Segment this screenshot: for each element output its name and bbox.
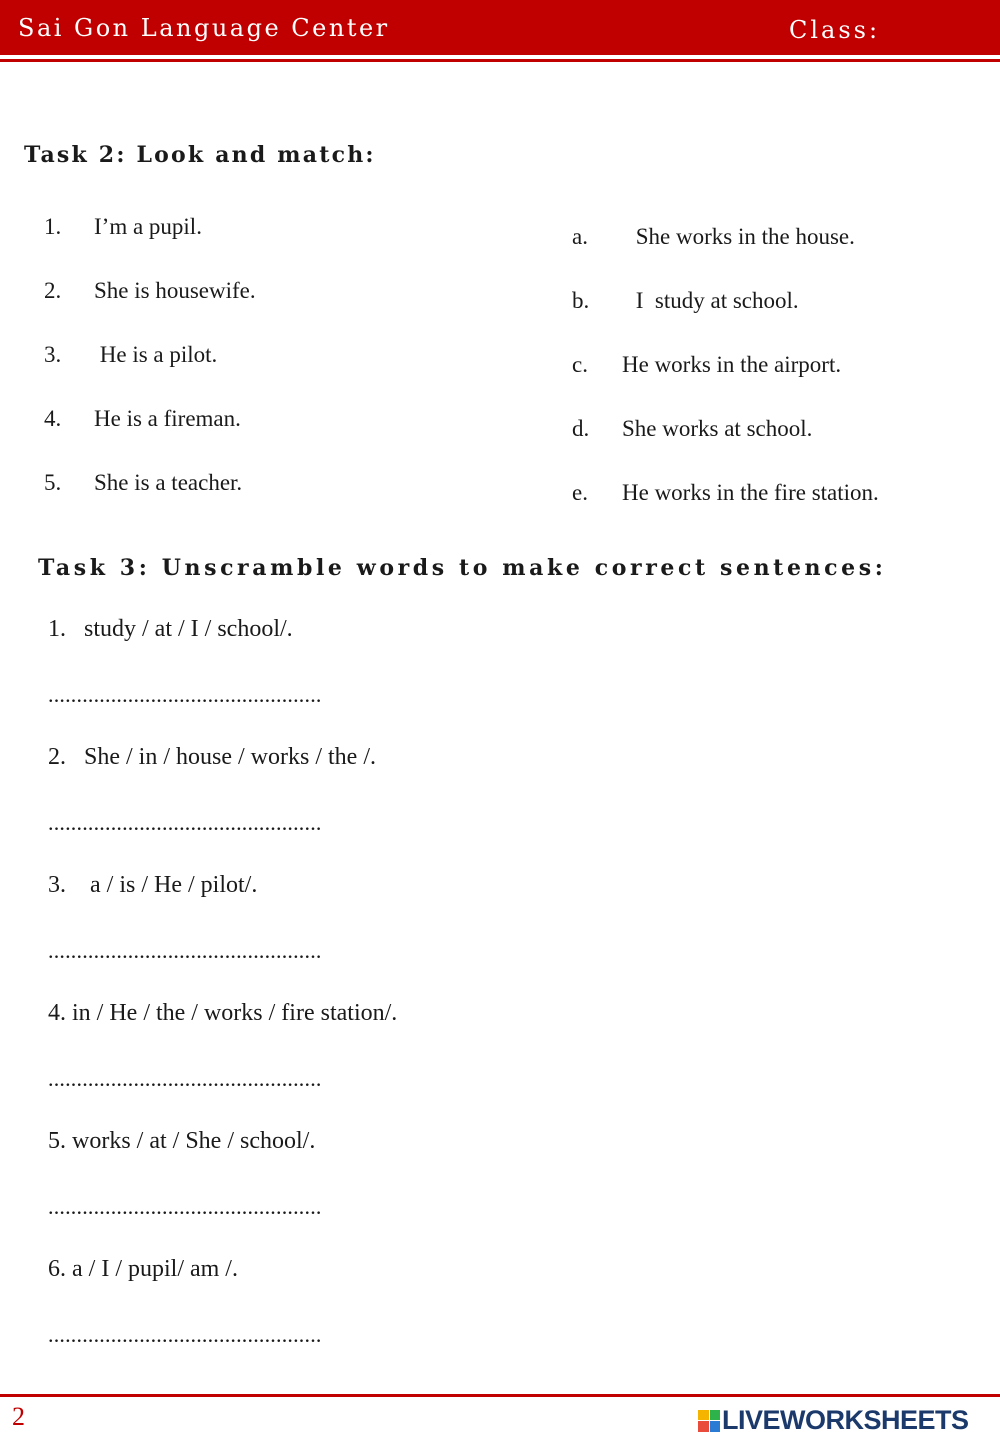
item-number: 4. xyxy=(44,406,62,431)
item-text: She is housewife. xyxy=(94,278,256,303)
item-text: He is a fireman. xyxy=(94,406,241,431)
answer-line[interactable]: ................................................ xyxy=(48,810,322,835)
liveworksheets-logo-icon xyxy=(698,1410,720,1432)
item-text: She works at school. xyxy=(622,416,813,441)
item-number: 2. xyxy=(44,278,62,303)
match-right-item xyxy=(572,352,841,378)
match-right-item xyxy=(572,416,812,442)
item-text: He works in the fire station. xyxy=(622,480,879,505)
item-letter: c. xyxy=(572,352,588,377)
header-divider xyxy=(0,59,1000,62)
item-letter: e. xyxy=(572,480,588,505)
scrambled-sentence: 2. She / in / house / works / the /. xyxy=(48,744,376,770)
item-number: 3. xyxy=(44,342,62,367)
match-left-item xyxy=(44,470,242,496)
header-bar xyxy=(0,0,1000,55)
footer-divider xyxy=(0,1394,1000,1397)
item-number: 1. xyxy=(44,214,62,239)
scrambled-sentence: 4. in / He / the / works / fire station/. xyxy=(48,1000,398,1026)
match-right-item xyxy=(572,480,879,506)
center-name: Sai Gon Language Center xyxy=(18,14,390,42)
item-letter: a. xyxy=(572,224,588,249)
liveworksheets-brand xyxy=(698,1405,969,1436)
item-letter: b. xyxy=(572,288,590,313)
match-right-item xyxy=(572,288,799,314)
item-text: He is a pilot. xyxy=(94,342,218,367)
answer-line[interactable]: ................................................ xyxy=(48,938,322,963)
item-text: I study at school. xyxy=(630,288,799,313)
answer-line[interactable]: ................................................ xyxy=(48,682,322,707)
answer-line[interactable]: ................................................ xyxy=(48,1194,322,1219)
brand-name: LIVEWORKSHEETS xyxy=(722,1405,969,1435)
match-left-item xyxy=(44,406,241,432)
task3-title: Task 3: Unscramble words to make correct sentences: xyxy=(38,555,887,581)
item-text: He works in the airport. xyxy=(622,352,842,377)
scrambled-sentence: 5. works / at / She / school/. xyxy=(48,1128,316,1154)
scrambled-sentence: 3. a / is / He / pilot/. xyxy=(48,872,258,898)
item-text: I’m a pupil. xyxy=(94,214,202,239)
answer-line[interactable]: ................................................ xyxy=(48,1066,322,1091)
item-number: 5. xyxy=(44,470,62,495)
answer-line[interactable]: ................................................ xyxy=(48,1322,322,1347)
match-left-item xyxy=(44,278,256,304)
page-number: 2 xyxy=(12,1402,25,1431)
class-label: Class: xyxy=(789,16,881,44)
item-text: She works in the house. xyxy=(630,224,855,249)
scrambled-sentence: 1. study / at / I / school/. xyxy=(48,616,293,642)
scrambled-sentence: 6. a / I / pupil/ am /. xyxy=(48,1256,238,1282)
item-text: She is a teacher. xyxy=(94,470,243,495)
item-letter: d. xyxy=(572,416,590,441)
match-right-item xyxy=(572,224,855,250)
task2-title: Task 2: Look and match: xyxy=(24,142,376,168)
match-left-item xyxy=(44,342,217,368)
match-left-item xyxy=(44,214,202,240)
